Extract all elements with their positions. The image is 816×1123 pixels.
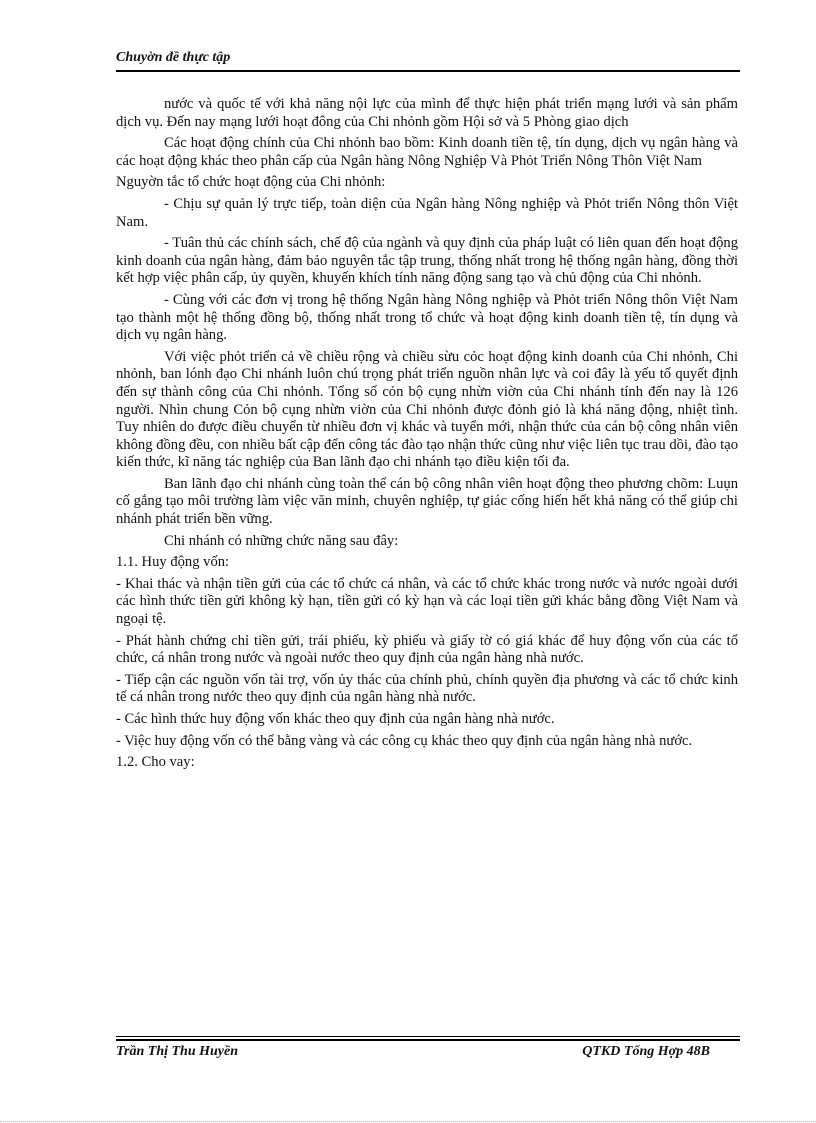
list-item: - Phát hành chứng chỉ tiền gửi, trái phiếu, kỳ phiếu và giấy tờ có giá khác để huy động vốn của các tổ chức, cá nhân trong nước và ngoài nước theo quy định của ngân hàng nhà nước. — [116, 632, 738, 667]
paragraph: nước và quốc tế với khả năng nội lực của mình để thực hiện phát triển mạng lưới và sản phẩm dịch vụ. Đến nay mạng lưới hoạt đông của Chi nhỏnh gồm Hội sở và 5 Phòng giao dịch — [116, 96, 738, 130]
section-heading: 1.2. Cho vay: — [116, 754, 195, 771]
paragraph: Với việc phỏt triển cả về chiều rộng và chiều sừu cỏc hoạt động kinh doanh của Chi nhỏnh, Chi nhỏnh, ban lónh đạo Chi nhánh luôn chú trọng phát triển nguồn nhân lực và coi đây là yếu tố quyết định đến sự thành công của Chi nhỏnh. Tổng số cỏn bộ cụng nhừn viờn của Chi nhánh tính đến nay là 126 người. Nhìn chung Cỏn bộ cụng nhừn viờn của Chi nhỏnh được đỏnh giỏ là khá năng động, nhiệt tình. Tuy nhiên do được điều chuyển từ nhiều đơn vị khác và tuyển mới, nhận thức của cán bộ công nhân viên không đồng đều, con nhiều bất cập đến công tác đào tạo nhận thức cũng như việc liên tục trau dồi, đào tạo kiến thức, kĩ năng tác nghiệp của Ban lãnh đạo chi nhánh tạo điều kiện tối đa. — [116, 348, 738, 471]
list-item: - Tiếp cận các nguồn vốn tài trợ, vốn ủy thác của chính phủ, chính quyền địa phương và các tổ chức kinh tế cá nhân trong nước theo quy định của ngân hàng nhà nước. — [116, 671, 738, 706]
list-item: - Chịu sự quản lý trực tiếp, toàn diện của Ngân hàng Nông nghiệp và Phỏt triển Nông thôn Việt Nam. — [116, 195, 738, 230]
page-edge — [0, 1121, 816, 1122]
list-item: - Việc huy động vốn có thể bằng vàng và các công cụ khác theo quy định của ngân hàng nhà nước. — [116, 732, 693, 749]
section-heading: 1.1. Huy động vốn: — [116, 554, 230, 571]
list-item: - Khai thác và nhận tiền gửi của các tổ chức cá nhân, và các tổ chức khác trong nước và nước ngoài dưới các hình thức tiền gửi không kỳ hạn, tiền gửi có kỳ hạn và các loại tiền gửi khác bằng đồng Việt Nam và ngoại tệ. — [116, 575, 738, 628]
footer-author: Trần Thị Thu Huyền — [116, 1044, 239, 1059]
page-header-title: Chuyờn đề thực tập — [116, 50, 231, 65]
page-footer — [116, 1044, 740, 1060]
paragraph: Các hoạt động chính của Chi nhỏnh bao bồm: Kinh doanh tiền tệ, tín dụng, dịch vụ ngân hàng và các hoạt động khác theo phân cấp của Ngân hàng Nông Nghiệp Và Phỏt Triển Nông Thôn Việt Nam — [116, 135, 738, 169]
list-item: - Các hình thức huy động vốn khác theo quy định của ngân hàng nhà nước. — [116, 711, 555, 727]
footer-divider — [116, 1036, 740, 1037]
list-item: - Tuân thủ các chính sách, chế độ của ngành và quy định của pháp luật có liên quan đến hoạt động kinh doanh của ngân hàng, đảm bảo nguyên tắc tập trung, thống nhất trong hệ thống ngân hàng, đồng thời kết hợp việc phân cấp, ủy quyền, khuyến khích tính năng động sang tạo và chủ động của Chi nhỏnh. — [116, 235, 738, 287]
paragraph: Nguyờn tắc tổ chức hoạt động của Chi nhỏnh: — [116, 174, 386, 191]
header-divider — [116, 70, 740, 72]
footer-class: QTKD Tổng Hợp 48B — [582, 1044, 710, 1059]
paragraph: Chi nhánh có những chức năng sau đây: — [164, 532, 399, 549]
footer-divider — [116, 1039, 740, 1041]
document-body — [116, 96, 738, 776]
list-item: - Cùng với các đơn vị trong hệ thống Ngân hàng Nông nghiệp và Phỏt triển Nông thôn Việt Nam tạo thành một hệ thống đồng bộ, thống nhất trong tổ chức và hoạt động kinh doanh tiền tệ, tín dụng và dịch vụ ngân hàng. — [116, 291, 738, 344]
paragraph: Ban lãnh đạo chi nhánh cùng toàn thể cán bộ công nhân viên hoạt động theo phương chõm: Luụn cố gắng tạo môi trường làm việc văn minh, chuyên nghiệp, tự giác cống hiến hết khả năng có thể giúp chi nhánh phát triển bền vững. — [116, 475, 738, 528]
